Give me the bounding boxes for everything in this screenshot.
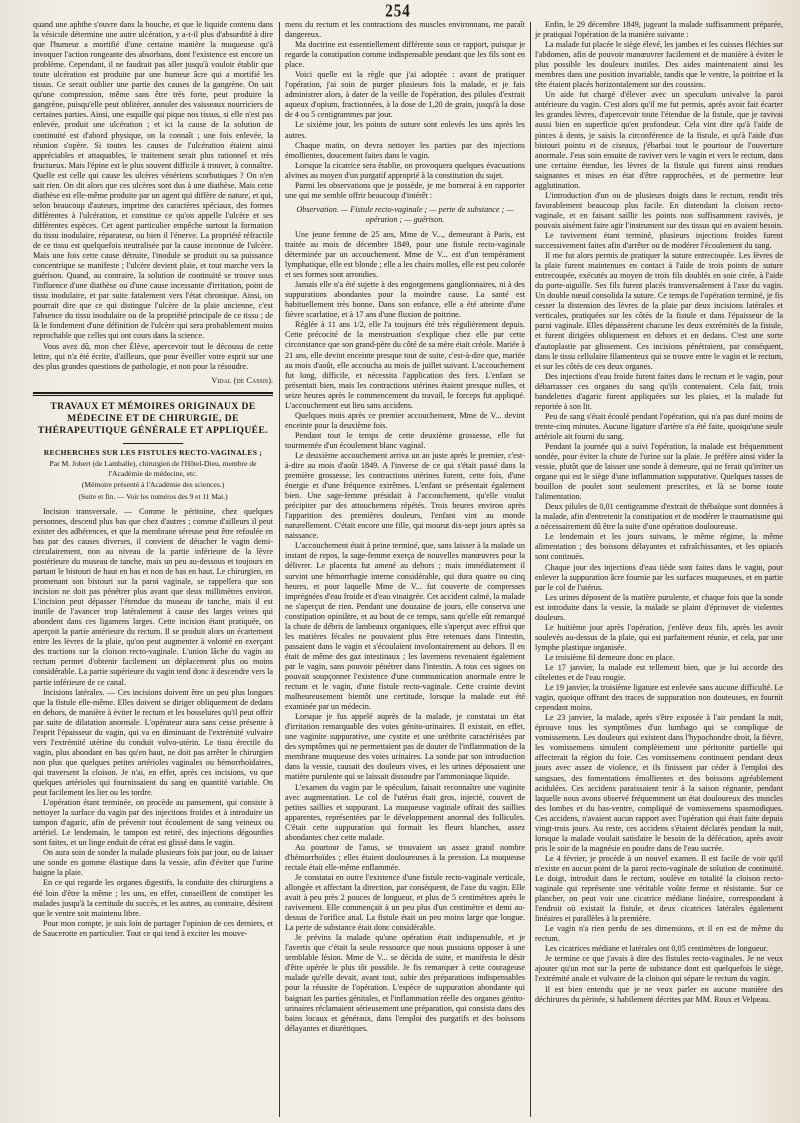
divider [123, 443, 183, 444]
section-title: TRAVAUX ET MÉMOIRES ORIGINAUX DE MÉDECINE ET DE CHIRURGIE, DE THÉRAPEUTIQUE GÉNÉRALE ET APPLIQUÉE. [37, 400, 269, 436]
section-rule [33, 395, 273, 396]
paragraph: Réglée à 11 ans 1/2, elle l'a toujours été très régulièrement depuis. Cette précocité de la menstruation s'explique chez elle par cette circonstance que son grand-père du côté de sa mère était créole. Mariée à 21 ans, elle devint enceinte presque tout de suite, c'est-à-dire que, mariée au mois d'août, elle accoucha au mois de juillet suivant. L'accouchement fut long, difficile, et nécessita l'application des fers. L'enfant se présentait bien, mais les contractions utérines étaient presque nulles, et seize heures après le commencement du travail, le forceps fut appliqué. L'accouchement eut lieu sans accidens. [285, 320, 525, 410]
paragraph: En ce qui regarde les organes digestifs, la conduite des chirurgiens a été loin d'être la même ; les uns, en effet, conseillent de constiper les malades jusqu'à la certitude du succès, et les autres, au contraire, désirent que le ventre soit maintenu libre. [33, 878, 273, 918]
paragraph: L'accouchement était à peine terminé, que, sans laisser à la malade un instant de repos, la sage-femme exerça de nouvelles manœuvres pour la délivrer. Le placenta fut amené au dehors ; mais immédiatement il survint une hémorrhagie interne considérable, qui dura quatre ou cinq heures, et pour laquelle Mme de V... fut couverte de compresses imprégnées d'eau froide et d'eau vinaigrée. Cet accident calmé, la malade ne s'aperçut de rien. Pendant une douzaine de jours, elle conserva une constipation opiniâtre, et au bout de ce temps, sans qu'elle eût remarqué la chute de débris de lambeaux organiques, elle s'aperçut avec effroi que les matières fécales ne pouvaient plus être retenues dans l'intestin, passaient dans le vagin et s'écoulaient involontairement au dehors. Il en était de même des gaz intestinaux ; les lavemens revenaient également par le vagin, sans pouvoir pénétrer dans l'intestin. A tous ces signes on pouvait soupçonner l'existence d'une communication anormale entre le rectum et le vagin, d'une fistule recto-vaginale. Cette crainte devint malheureusement bientôt une certitude, lorsque la malade eut été examinée par un médecin. [285, 541, 525, 712]
article-title: RECHERCHES SUR LES FISTULES RECTO-VAGINALES ; [43, 447, 263, 457]
paragraph: Une jeune femme de 25 ans, Mme de V..., demeurant à Paris, est traitée au mois de décembre 1849, pour une fistule recto-vaginale déterminée par un accouchement. Mme de V... est d'un tempérament lymphatique, elle est blonde ; elle a les chairs molles, elle est peu colorée et ses formes sont arrondies. [285, 229, 525, 280]
column-3 [535, 20, 783, 1005]
paragraph: Chaque matin, on devra nettoyer les parties par des injections émollientes, doucement faites dans le vagin. [285, 140, 525, 160]
article-suite: (Suite et fin. — Voir les numéros des 9 et 11 Mai.) [78, 491, 228, 501]
paragraph: Le 17 janvier, la malade est tellement bien, que je lui accorde des côtelettes et de l'eau rougie. [535, 663, 783, 683]
paragraph: Incision transversale. — Comme le péritoine, chez quelques personnes, descend plus bas que chez d'autres ; comme d'ailleurs il peut exister des adhérences, et que la membrane séreuse peut être refoulée en bas par des causes diverses, il convient de détacher le vagin demi-circulairement, non au niveau de la partie inférieure de la lèvre postérieure du museau de tanche, mais un peu au-dessous et toujours en partant le bistouri de haut en bas et non de bas en haut. Le chirurgien, en promenant son bistouri sur la paroi vaginale, se rappellera que son incision ne doit pas pénétrer plus avant que deux millimètres environ. L'incision peut dépasser l'étendue du museau de tanche, mais il est inutile de l'avancer trop latéralement à cause des larges veines qui abondent dans ces ligamens larges. Cette incision étant pratiquée, on aperçoit la partie antérieure du rectum. Il se produit alors un écartement entre les lèvres de la plaie, qu'on peut augmenter à volonté en exerçant des tractions sur la cloison recto-vaginale. L'union lâche du vagin au rectum permet d'obtenir facilement un déplacement plus ou moins considérable. La partie supérieure du vagin tend donc à descendre vers la partie inférieure de ce canal. [33, 506, 273, 687]
paragraph: Un aide fut chargé d'élever avec un speculum univalve la paroi antérieure du vagin. C'est alors qu'il me fut permis, après avoir fait écarter les grandes lèvres, d'apercevoir toute l'étendue de la fistule, que je ravivai aussi bien en superficie qu'en profondeur. Cela vint dire qu'à l'aide de pinces à dents, je saisis la circonférence de la fistule, et qu'à l'aide d'un bistouri pointu et de ciseaux, j'ébarbai tout le pourtour de l'ouverture anormale. J'eus soin ensuite de raviver vers le vagin et vers le rectum, dans une certaine étendue, les lèvres de la fistule qui furent ainsi rendues saignantes et mises en état d'être rapprochées, et de permettre leur agglutination. [535, 90, 783, 190]
paragraph: mens du rectum et les contractions des muscles environnans, me paraît dangereux. [285, 20, 525, 40]
paragraph: Chaque jour des injections d'eau tiède sont faites dans le vagin, pour enlever la suppuration âcre fournie par les surfaces muqueuses, et en partie par le col de l'utérus. [535, 562, 783, 592]
observation-heading: Observation. — Fistule recto-vaginale ; — perte de substance ; — opération ; — guérison. [296, 204, 514, 224]
paragraph: Le 4 février, je procède à un nouvel examen. Il est facile de voir qu'il n'existe en aucun point de la paroi recto-vaginale de solution de continuité. Le doigt, introduit dans le rectum, soulève en totalité la cloison recto-vaginale qui représente une véritable voûte ferme et résistante. Sur ce plancher, on peut voir une cicatrice médiane linéaire, correspondant à l'endroit où existait la fistule, et deux cicatrices latérales également linéaires et parallèles à la première. [535, 853, 783, 924]
paragraph: Le 23 janvier, la malade, après s'être exposée à l'air pendant la nuit, éprouve tous les symptômes d'un lumbago qui se complique de vomissemens. Les douleurs qui existent dans l'hypochondre droit, la fièvre, les vomissemens simulent complètement une péritonite partielle qui affecterait la région du foie. Ces vomissemens continuent pendant deux jours avec assez de violence, et ils finissent par céder à l'emploi des sangsues, des fomentations émollientes et des boissons agréablement acidulées. Ces accidens paraissaient tenir à la saison régnante, pendant laquelle nous avons observé fréquemment un état douloureux des muscles des lombes et du bas-ventre, compliqué de vomissemens spasmodiques. Ces accidens, n'avaient aucun rapport avec l'opération qui était faite depuis vingt-trois jours. Au reste, ces accidens s'étaient déclarés pendant la nuit, lorsque la malade voulait satisfaire le besoin de la défécation, après avoir pris le soir de la magnésie en poudre dans de l'eau sucrée. [535, 713, 783, 853]
paragraph: Ma doctrine est essentiellement différente sous ce rapport, puisque je regarde la constipation comme indispensable pendant que les fils sont en place. [285, 40, 525, 70]
paragraph: Incisions latérales. — Ces incisions doivent être un peu plus longues que la fistule elle-même. Elles doivent se diriger obliquement de dedans en dehors, de manière à éviter le rectum et les bosselures qu'il peut offrir par suite de dilatation anormale. L'opérateur aura sans cesse présente à l'esprit l'épaisseur du vagin, qui va en diminuant de l'extrémité vulvaire vers l'extrémité utérine du conduit vulvo-utérin. Le tissu érectile du vagin, plus abondant en bas qu'en haut, ne doit pas arrêter le chirurgien non plus que quelques petites artérioles vaginales ou hémorrhoïdaires, qui traversent la cloison. Je n'ai, en effet, après ces incisions, vu que quelques artérioles qui fournissaient du sang en quantité variable. On peut facilement les lier ou les tordre. [33, 687, 273, 798]
paragraph: La malade fut placée le siège élevé, les jambes et les cuisses fléchies sur l'abdomen, afin de pouvoir manœuvrer facilement et de manière à éviter le plus possible les douleurs inutiles. Des aides maintenaient ainsi les membres dans une position invariable, tandis que le ventre, la poitrine et la tête étaient placés horizontalement sur des coussins. [535, 40, 783, 90]
paragraph: Je constatai en outre l'existence d'une fistule recto-vaginale verticale, allongée et affectant la direction, par conséquent, de l'axe du vagin. Elle avait à peu près 2 pouces de longueur, et plus de 5 centimètres après le ravivement. Elle commençait à un peu plus d'un centimètre et demi au-dessus de l'orifice anal. La fistule était un peu moins large que longue. La perte de substance était donc considérable. [285, 872, 525, 933]
paragraph: Vous avez dû, mon cher Élève, apercevoir tout le décousu de cette lettre, qui n'a été écrite, d'ailleurs, que pour éveiller votre esprit sur une des plus grandes questions de pathologie, et non pour la résoudre. [33, 341, 273, 371]
paragraph: Pendant la journée qui a suivi l'opération, la malade est fréquemment sondée, pour éviter la chute de l'urine sur la plaie. Je préfère ainsi vider la vessie, plutôt que de laisser une sonde à demeure, qui ne ferait qu'irriter un organe qui est le siège d'une inflammation suppurative. Quelques tasses de bouillon de poulet sont seulement prescrites, et là se borne toute l'alimentation. [535, 441, 783, 502]
paragraph: quand une aphthe s'ouvre dans la bouche, et que le liquide contenu dans la vésicule détermine une autre ulcération, y a-t-il plus d'absurdité à dire que l'humeur a mortifié d'une certaine manière la muqueuse qu'à invoquer l'action rongeante des absorbans, dont l'existence est encore un problème. Cependant, il ne faudrait pas aller jusqu'à vouloir établir que toute ulcération est produite par une humeur âcre qui a mortifié les tissus. Ce serait oublier une partie des causes de la gangrène. On sait qu'une compression, même sans être très forte, peut produire la gangrène, puisqu'elle peut oblitérer, annuler des vaisseaux nourriciers de certaines parties. Ainsi, une esquille qui pique nos tissus, si elle n'est pas enlevée, produit une ulcération ; et ici la cause de la solution de continuité est d'abord physique, on la connaît ; une fois enlevée, la réunion s'opère. Si toutes les causes de l'ulcération étaient ainsi appréciables et attaquables, le traitement serait plus rationnel et très fructueux. Mais l'épine est le plus souvent difficile à trouver, à connaître. Quelle est celle qui cause les ulcères vénériens scorbutiques ? On n'en sait rien. On dit alors que ces ulcères sont dus à une diathèse. Mais cette diathèse est elle-même produite par un agent qui diffère de nature, et qui, selon beaucoup d'auteurs, imprime des caractères spéciaux, des formes différentes à l'ulcération, et constitue ce qu'on appelle l'ulcère et ses différentes espèces. Cet agent particulier empêche surtout la formation du tissu inodulaire, réparateur, ou bien il l'énerve. La propriété réfractile de ce tissu est quelquefois neutralisée par la cause inconnue de l'ulcère. Mais une fois cette cause détruite, l'inodule se produit ou sa puissance concentrique se manifeste ; l'ulcère devient plaie, et tout marche vers la guérison. Quand, au contraire, la solution de continuité se trouve sous l'influence d'une diathèse ou d'une cause incessante d'irritation, point de tissu inodulaire, et par suite fatalement vers l'état chronique. Ainsi, on pourrait dire que ce qui distingue l'ulcère de la plaie ancienne, c'est l'absence du tissu inodulaire ou de la propriété principale de ce tissu ; de là le fondement d'une définition de l'ulcère qui sera probablement moins reprochable que celles qui ont cours dans la science. [33, 20, 273, 341]
paragraph: Pour mon compte, je suis loin de partager l'opinion de ces derniers, et de Saucerotte en particulier. Tout ce qui tend à exciter les mouve- [33, 918, 273, 938]
paragraph: Pendant tout le temps de cette deuxième grossesse, elle fut tourmentée d'un écoulement blanc vaginal. [285, 430, 525, 450]
paragraph: Je prévins la malade qu'une opération était indispensable, et je l'avertis que c'était la seule ressource que nous pussions opposer à une semblable lésion. Mme de V... se décida de suite, et manifesta le désir d'être opérée le plus tôt possible. Je fis remarquer à cette courageuse malade qu'elle devait, avant tout, subir des préparations indispensables pour la réussite de l'opération. L'espèce de suppuration abondante qui baignait les parties génitales, et l'inflammation réelle des organes génito-urinaires réclamaient sérieusement une préparation, qui consista dans des bains locaux et généraux, dans l'emploi des purgatifs et des boissons délayantes et diurétiques. [285, 933, 525, 1033]
paragraph: Au pourtour de l'anus, se trouvaient un assez grand nombre d'hémorrhoïdes ; elles étaient douloureuses à la pression. La muqueuse rectale était elle-même enflammée. [285, 842, 525, 872]
paragraph: Quelques mois après ce premier accouchement, Mme de V... devint enceinte pour la deuxième fois. [285, 410, 525, 430]
paragraph: Lorsque la cicatrice sera établie, on provoquera quelques évacuations alvines au moyen d'un purgatif approprié à la constitution du sujet. [285, 160, 525, 180]
paragraph: L'examen du vagin par le spéculum, faisait reconnaître une vaginite avec augmentation. Le col de l'utérus était gros, injecté, couvert de petites saillies et suppurant. La muqueuse vaginale offrait des saillies apparentes, représentées par le développement anormal des follicules. C'était cette suppuration qui formait les fleurs blanches, assez abondantes chez cette malade. [285, 782, 525, 842]
paragraph: Il est bien entendu que je ne veux parler en aucune manière des déchirures du périnée, si habilement décrites par MM. Roux et Velpeau. [535, 984, 783, 1004]
paragraph: Je termine ce que j'avais à dire des fistules recto-vaginales. Je ne veux ajouter qu'un mot sur la perte de substance dont est quelquefois le siège, l'extrémité anale et vulvaire de la cloison qui sépare le rectum du vagin. [535, 954, 783, 984]
paragraph: Parmi les observations que je possède, je me bornerai à en rapporter une qui me semble offrir beaucoup d'intérêt : [285, 180, 525, 200]
paragraph: L'opération étant terminée, on procède au pansement, qui consiste à nettoyer la surface du vagin par des injections froides et à introduire un tampon d'agaric, afin de prévenir tout écoulement de sang veineux ou artériel. Le lendemain, le tampon est retiré, des injections dégourdies sont faites, et un linge enduit de cérat est glissé dans le vagin. [33, 798, 273, 848]
column-1 [33, 20, 273, 939]
paragraph: L'introduction d'un ou de plusieurs doigts dans le rectum, rendit très favorablement beaucoup plus facile. En distendant la cloison recto-vaginale, et en faisant saillir les points non suffisamment ravivés, je pouvais aisément faire agir l'instrument sur des tissus qui en avaient besoin. [535, 190, 783, 230]
paragraph: Le troisième fil demeure donc en place. [545, 652, 675, 662]
paragraph: Les cicatrices médiane et latérales ont 0,05 centimètres de longueur. [545, 944, 769, 954]
page-number: 254 [385, 2, 411, 22]
signature: Vidal (de Cassis). [211, 375, 273, 385]
article-author: Par M. Jobert (de Lamballe), chirurgien de l'Hôtel-Dieu, membre de l'Académie de médecine, etc. [49, 459, 257, 478]
paragraph: Le 19 janvier, la troisième ligature est enlevée sans aucune difficulté. Le vagin, quoique offrant des traces de suppuration non douteuses, en fournit cependant moins. [535, 683, 783, 713]
paragraph: On aura soin de sonder la malade plusieurs fois par jour, ou de laisser une sonde en gomme élastique dans la vessie, afin d'éviter que l'urine baigne la plaie. [33, 848, 273, 878]
section-rule [33, 392, 273, 394]
paragraph: Le huitième jour après l'opération, j'enlève deux fils, après les avoir soulevés au-dessus de la plaie, qui est parfaitement réunie, et cela, par une lymphe plastique organisée. [535, 622, 783, 652]
column-divider [279, 22, 280, 1117]
paragraph: Le deuxième accouchement arriva un an juste après le premier, c'est-à-dire au mois d'août 1849. A l'inverse de ce qui s'était passé dans la première grossesse, les contractions utérines furent, cette fois, d'une énergie et d'une fréquence extrêmes. L'enfant se présentait également bien. Une sage-femme présidait à l'accouchement, qu'elle voulut précipiter par des attouchemens répétés. Trois heures environ après l'apparition des premières douleurs, l'enfant vint au monde naturellement. C'était encore une fille, qui mourut dix-sept jours après sa naissance. [285, 450, 525, 541]
paragraph: Lorsque je fus appelé auprès de la malade, je constatai un état d'irritation remarquable des voies génito-urinaires. Il existait, en effet, une vaginite suppurative, une cystite et une uréthrite caractérisées par des symptômes qui ne permettaient pas de douter de l'inflammation de la membrane muqueuse des voies urinaires. La sonde par son introduction dans la vessie, causait des douleurs vives, et les urines déposaient une matière purulente qui se laissait dissoudre par l'ammoniaque liquide. [285, 712, 525, 782]
paragraph: Jamais elle n'a été sujette à des engorgemens ganglionnaires, ni à des suppurations abondantes pour la moindre cause. La santé est habituellement très bonne. Dans son enfance, elle a été atteinte d'une fièvre scarlatine, et à 17 ans d'une fluxion de poitrine. [285, 280, 525, 320]
paragraph: Voici quelle est la règle que j'ai adoptée : avant de pratiquer l'opération, j'ai soin de purger plusieurs fois la malade, et je fais administrer alors, à dater de la veille de l'opération, des pilules d'extrait aqueux d'opium, fractionnées, à la dose de 1,20 de grain, jusqu'à la dose de 4 ou 5 centigrammes par jour. [285, 70, 525, 120]
paragraph: Peu de sang s'était écoulé pendant l'opération, qui n'a pas duré moins de trente-cinq minutes. Aucune ligature d'artère n'a été faite, quoiqu'une seule artériole ait fourni du sang. [535, 411, 783, 441]
paragraph: Le lendemain et les jours suivans, le même régime, la même alimentation ; des boissons délayantes et rafraîchissantes, et les opiacés sont continués. [535, 532, 783, 562]
paragraph: Des injections d'eau froide furent faites dans le rectum et le vagin, pour débarrasser ces organes du sang qu'ils contenaient. Cela fait, trois bandelettes d'agaric furent appliquées sur les plaies, et la malade fut reportée à son lit. [535, 371, 783, 411]
paragraph: Le vagin n'a rien perdu de ses dimensions, et il en est de même du rectum. [535, 924, 783, 944]
paragraph: Le ravivement étant terminé, plusieurs injections froides furent successivement faites afin d'arrêter ou de modérer l'écoulement du sang. [535, 230, 783, 251]
column-divider [530, 22, 531, 1117]
column-2 [285, 20, 525, 1034]
paragraph: Les urines déposent de la matière purulente, et chaque fois que la sonde est introduite dans la vessie, la malade se plaint d'éprouver de violentes douleurs. [535, 592, 783, 622]
paragraph: Le sixième jour, les points de suture sont enlevés les uns après les autres. [285, 120, 525, 140]
paragraph: Deux pilules de 0,01 centigramme d'extrait de thébaïque sont données à la malade, afin d'entretenir la constipation et de modérer le traumatisme qui a nécessairement dû être la suite d'une opération douloureuse. [535, 502, 783, 532]
paragraph: Enfin, le 29 décembre 1849, jugeant la malade suffisamment préparée, je pratiquai l'opération de la manière suivante : [535, 20, 783, 40]
article-note: (Mémoire présenté à l'Académie des sciences.) [81, 480, 225, 490]
paragraph: Il me fut alors permis de pratiquer la suture entrecoupée. Les lèvres de la plaie furent maintenues en contact à l'aide de trois points de suture entrecoupée, exécutés au moyen de trois fils doublés en soie cirée, à l'aide du porte-aiguille. Ses fils furent placés transversalement à l'axe du vagin. Un double nœud consolida la suture. Ce temps de l'opération terminé, je fis cesser la distension des lèvres de la plaie par deux incisions latérales et verticales, pratiquées sur les côtés de la fistule et dans l'épaisseur de la paroi vaginale. Elles dépassèrent chacune les deux extrémités de la fistule, et furent dirigées obliquement en dehors et en dedans. C'est une sorte d'autoplastie par glissement. Ces incisions pénétraient, par conséquent, dans le tissu cellulaire filamenteux qui se trouve entre le vagin et le rectum, et sur les côtés de ces deux organes. [535, 251, 783, 371]
